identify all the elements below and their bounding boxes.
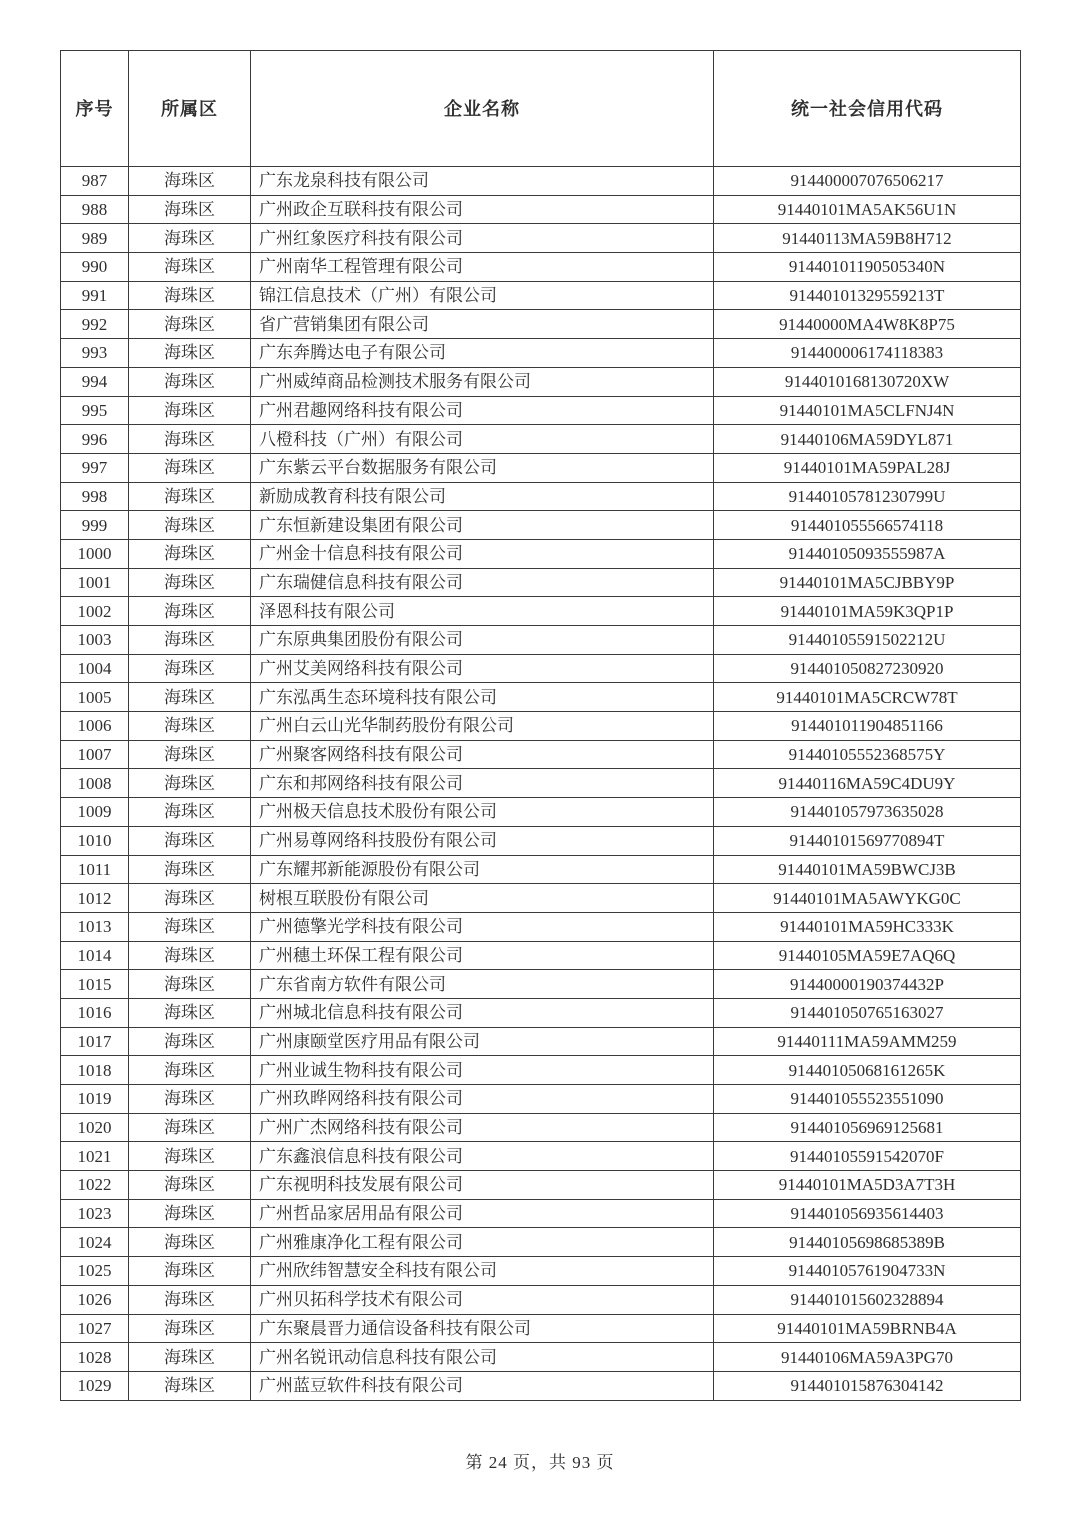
table-row [61, 195, 1021, 224]
cell-company-name: 广东瑞健信息科技有限公司 [251, 568, 714, 597]
cell-company-name: 广州城北信息科技有限公司 [251, 998, 714, 1027]
cell-district: 海珠区 [129, 482, 251, 511]
cell-serial-number: 1003 [61, 626, 129, 655]
cell-company-name: 广州极天信息技术股份有限公司 [251, 798, 714, 827]
cell-serial-number: 1026 [61, 1285, 129, 1314]
cell-district: 海珠区 [129, 195, 251, 224]
table-row [61, 253, 1021, 282]
cell-credit-code: 914401050765163027 [714, 998, 1021, 1027]
cell-serial-number: 1000 [61, 539, 129, 568]
cell-serial-number: 1022 [61, 1171, 129, 1200]
table-row [61, 740, 1021, 769]
cell-serial-number: 1008 [61, 769, 129, 798]
cell-district: 海珠区 [129, 425, 251, 454]
cell-company-name: 广州穗土环保工程有限公司 [251, 941, 714, 970]
cell-credit-code: 91440106MA59DYL871 [714, 425, 1021, 454]
cell-company-name: 广东泓禹生态环境科技有限公司 [251, 683, 714, 712]
cell-district: 海珠区 [129, 167, 251, 196]
cell-credit-code: 91440105591502212U [714, 626, 1021, 655]
cell-district: 海珠区 [129, 310, 251, 339]
cell-serial-number: 1025 [61, 1257, 129, 1286]
cell-serial-number: 1028 [61, 1343, 129, 1372]
cell-serial-number: 987 [61, 167, 129, 196]
cell-serial-number: 994 [61, 367, 129, 396]
cell-district: 海珠区 [129, 712, 251, 741]
header-district: 所属区 [129, 51, 251, 167]
cell-district: 海珠区 [129, 339, 251, 368]
cell-serial-number: 1023 [61, 1199, 129, 1228]
cell-credit-code: 91440101MA5D3A7T3H [714, 1171, 1021, 1200]
cell-company-name: 广东省南方软件有限公司 [251, 970, 714, 999]
cell-credit-code: 91440105MA59E7AQ6Q [714, 941, 1021, 970]
cell-company-name: 泽恩科技有限公司 [251, 597, 714, 626]
cell-credit-code: 91440101MA59HC333K [714, 912, 1021, 941]
cell-credit-code: 91440000190374432P [714, 970, 1021, 999]
cell-credit-code: 91440101MA5CLFNJ4N [714, 396, 1021, 425]
cell-district: 海珠区 [129, 597, 251, 626]
table-row [61, 798, 1021, 827]
cell-district: 海珠区 [129, 367, 251, 396]
cell-district: 海珠区 [129, 970, 251, 999]
cell-company-name: 广东聚晨晋力通信设备科技有限公司 [251, 1314, 714, 1343]
cell-district: 海珠区 [129, 1228, 251, 1257]
cell-credit-code: 91440101MA59BWCJ3B [714, 855, 1021, 884]
table-row [61, 626, 1021, 655]
cell-credit-code: 91440101190505340N [714, 253, 1021, 282]
page-footer: 第 24 页，共 93 页 [465, 1453, 615, 1472]
header-serial-number: 序号 [61, 51, 129, 167]
cell-company-name: 广东视明科技发展有限公司 [251, 1171, 714, 1200]
table-row [61, 1171, 1021, 1200]
cell-serial-number: 993 [61, 339, 129, 368]
cell-district: 海珠区 [129, 1171, 251, 1200]
cell-serial-number: 1011 [61, 855, 129, 884]
cell-credit-code: 914400007076506217 [714, 167, 1021, 196]
cell-serial-number: 1020 [61, 1113, 129, 1142]
table-row [61, 1285, 1021, 1314]
cell-district: 海珠区 [129, 1027, 251, 1056]
cell-serial-number: 1024 [61, 1228, 129, 1257]
cell-company-name: 广州聚客网络科技有限公司 [251, 740, 714, 769]
cell-serial-number: 1016 [61, 998, 129, 1027]
cell-credit-code: 914401015876304142 [714, 1371, 1021, 1400]
cell-company-name: 广州金十信息科技有限公司 [251, 539, 714, 568]
table-row [61, 367, 1021, 396]
cell-company-name: 广州红象医疗科技有限公司 [251, 224, 714, 253]
cell-serial-number: 997 [61, 453, 129, 482]
table-row [61, 224, 1021, 253]
cell-credit-code: 91440101569770894T [714, 826, 1021, 855]
cell-district: 海珠区 [129, 568, 251, 597]
table-row [61, 339, 1021, 368]
cell-district: 海珠区 [129, 998, 251, 1027]
cell-company-name: 广东恒新建设集团有限公司 [251, 511, 714, 540]
cell-district: 海珠区 [129, 396, 251, 425]
cell-credit-code: 914401011904851166 [714, 712, 1021, 741]
cell-credit-code: 914401055523551090 [714, 1085, 1021, 1114]
table-row [61, 712, 1021, 741]
cell-district: 海珠区 [129, 626, 251, 655]
table-row [61, 511, 1021, 540]
cell-serial-number: 996 [61, 425, 129, 454]
cell-serial-number: 989 [61, 224, 129, 253]
table-row [61, 1085, 1021, 1114]
cell-company-name: 广州业诚生物科技有限公司 [251, 1056, 714, 1085]
cell-company-name: 广州贝拓科学技术有限公司 [251, 1285, 714, 1314]
cell-district: 海珠区 [129, 1371, 251, 1400]
cell-serial-number: 1004 [61, 654, 129, 683]
table-row [61, 970, 1021, 999]
table-row [61, 568, 1021, 597]
cell-credit-code: 914401056969125681 [714, 1113, 1021, 1142]
cell-credit-code: 91440106MA59A3PG70 [714, 1343, 1021, 1372]
cell-district: 海珠区 [129, 453, 251, 482]
table-row [61, 884, 1021, 913]
cell-company-name: 广州康颐堂医疗用品有限公司 [251, 1027, 714, 1056]
header-credit-code: 统一社会信用代码 [714, 51, 1021, 167]
cell-company-name: 广州白云山光华制药股份有限公司 [251, 712, 714, 741]
cell-company-name: 广州德擎光学科技有限公司 [251, 912, 714, 941]
cell-company-name: 广州哲品家居用品有限公司 [251, 1199, 714, 1228]
table-row [61, 281, 1021, 310]
table-row [61, 826, 1021, 855]
cell-district: 海珠区 [129, 1113, 251, 1142]
table-row [61, 941, 1021, 970]
cell-credit-code: 91440113MA59B8H712 [714, 224, 1021, 253]
cell-serial-number: 1010 [61, 826, 129, 855]
cell-credit-code: 91440101MA59K3QP1P [714, 597, 1021, 626]
table-row [61, 912, 1021, 941]
cell-company-name: 广州君趣网络科技有限公司 [251, 396, 714, 425]
cell-credit-code: 91440105781230799U [714, 482, 1021, 511]
cell-serial-number: 1021 [61, 1142, 129, 1171]
table-body [61, 167, 1021, 1401]
cell-credit-code: 91440105093555987A [714, 539, 1021, 568]
cell-credit-code: 914401015602328894 [714, 1285, 1021, 1314]
table-row [61, 1257, 1021, 1286]
table-row [61, 1343, 1021, 1372]
cell-serial-number: 1018 [61, 1056, 129, 1085]
cell-district: 海珠区 [129, 1085, 251, 1114]
table-row [61, 1027, 1021, 1056]
cell-company-name: 锦江信息技术（广州）有限公司 [251, 281, 714, 310]
cell-credit-code: 914401057973635028 [714, 798, 1021, 827]
cell-company-name: 树根互联股份有限公司 [251, 884, 714, 913]
cell-district: 海珠区 [129, 1285, 251, 1314]
cell-credit-code: 91440111MA59AMM259 [714, 1027, 1021, 1056]
company-table [60, 50, 1021, 1401]
header-company-name: 企业名称 [251, 51, 714, 167]
table-row [61, 310, 1021, 339]
cell-district: 海珠区 [129, 253, 251, 282]
table-row [61, 425, 1021, 454]
cell-credit-code: 914400006174118383 [714, 339, 1021, 368]
cell-credit-code: 91440116MA59C4DU9Y [714, 769, 1021, 798]
table-row [61, 769, 1021, 798]
table-row [61, 855, 1021, 884]
cell-district: 海珠区 [129, 912, 251, 941]
cell-district: 海珠区 [129, 1257, 251, 1286]
cell-district: 海珠区 [129, 1343, 251, 1372]
cell-serial-number: 1005 [61, 683, 129, 712]
cell-district: 海珠区 [129, 281, 251, 310]
cell-credit-code: 91440101MA5CJBBY9P [714, 568, 1021, 597]
cell-credit-code: 91440105068161265K [714, 1056, 1021, 1085]
table-row [61, 1056, 1021, 1085]
cell-company-name: 广东和邦网络科技有限公司 [251, 769, 714, 798]
cell-district: 海珠区 [129, 1314, 251, 1343]
table-row [61, 167, 1021, 196]
cell-credit-code: 91440101MA5CRCW78T [714, 683, 1021, 712]
cell-company-name: 广东奔腾达电子有限公司 [251, 339, 714, 368]
cell-district: 海珠区 [129, 1142, 251, 1171]
cell-company-name: 广州南华工程管理有限公司 [251, 253, 714, 282]
cell-serial-number: 995 [61, 396, 129, 425]
table-row [61, 1142, 1021, 1171]
cell-serial-number: 1027 [61, 1314, 129, 1343]
cell-serial-number: 1014 [61, 941, 129, 970]
cell-company-name: 广东耀邦新能源股份有限公司 [251, 855, 714, 884]
cell-serial-number: 998 [61, 482, 129, 511]
cell-credit-code: 91440101MA59BRNB4A [714, 1314, 1021, 1343]
cell-credit-code: 91440101MA5AWYKG0C [714, 884, 1021, 913]
cell-credit-code: 91440105552368575Y [714, 740, 1021, 769]
cell-district: 海珠区 [129, 683, 251, 712]
cell-district: 海珠区 [129, 654, 251, 683]
cell-district: 海珠区 [129, 740, 251, 769]
cell-serial-number: 992 [61, 310, 129, 339]
cell-serial-number: 1017 [61, 1027, 129, 1056]
cell-district: 海珠区 [129, 769, 251, 798]
cell-district: 海珠区 [129, 511, 251, 540]
table-row [61, 396, 1021, 425]
cell-credit-code: 914401056935614403 [714, 1199, 1021, 1228]
table-row [61, 539, 1021, 568]
cell-credit-code: 91440105698685389B [714, 1228, 1021, 1257]
cell-district: 海珠区 [129, 1056, 251, 1085]
cell-serial-number: 1015 [61, 970, 129, 999]
table-row [61, 1228, 1021, 1257]
cell-serial-number: 1001 [61, 568, 129, 597]
cell-serial-number: 1009 [61, 798, 129, 827]
cell-credit-code: 91440105591542070F [714, 1142, 1021, 1171]
cell-serial-number: 1019 [61, 1085, 129, 1114]
cell-company-name: 广州广杰网络科技有限公司 [251, 1113, 714, 1142]
cell-serial-number: 1029 [61, 1371, 129, 1400]
cell-serial-number: 1007 [61, 740, 129, 769]
cell-district: 海珠区 [129, 884, 251, 913]
cell-serial-number: 988 [61, 195, 129, 224]
cell-credit-code: 914401055566574118 [714, 511, 1021, 540]
cell-company-name: 广州欣纬智慧安全科技有限公司 [251, 1257, 714, 1286]
table-row [61, 1314, 1021, 1343]
cell-credit-code: 91440101MA59PAL28J [714, 453, 1021, 482]
cell-credit-code: 91440000MA4W8K8P75 [714, 310, 1021, 339]
table-row [61, 654, 1021, 683]
cell-credit-code: 91440101MA5AK56U1N [714, 195, 1021, 224]
table-row [61, 1371, 1021, 1400]
cell-serial-number: 991 [61, 281, 129, 310]
table-row [61, 482, 1021, 511]
cell-serial-number: 1002 [61, 597, 129, 626]
cell-company-name: 广东原典集团股份有限公司 [251, 626, 714, 655]
cell-company-name: 新励成教育科技有限公司 [251, 482, 714, 511]
cell-company-name: 广东龙泉科技有限公司 [251, 167, 714, 196]
cell-company-name: 广东紫云平台数据服务有限公司 [251, 453, 714, 482]
cell-company-name: 广东鑫浪信息科技有限公司 [251, 1142, 714, 1171]
cell-company-name: 广州玖晔网络科技有限公司 [251, 1085, 714, 1114]
cell-district: 海珠区 [129, 539, 251, 568]
cell-serial-number: 1013 [61, 912, 129, 941]
cell-credit-code: 9144010168130720XW [714, 367, 1021, 396]
table-row [61, 597, 1021, 626]
cell-company-name: 广州艾美网络科技有限公司 [251, 654, 714, 683]
cell-company-name: 广州雅康净化工程有限公司 [251, 1228, 714, 1257]
table-row [61, 1199, 1021, 1228]
cell-credit-code: 91440105761904733N [714, 1257, 1021, 1286]
cell-district: 海珠区 [129, 941, 251, 970]
cell-company-name: 广州名锐讯动信息科技有限公司 [251, 1343, 714, 1372]
table-row [61, 453, 1021, 482]
cell-company-name: 省广营销集团有限公司 [251, 310, 714, 339]
cell-company-name: 广州蓝豆软件科技有限公司 [251, 1371, 714, 1400]
cell-serial-number: 1012 [61, 884, 129, 913]
cell-district: 海珠区 [129, 224, 251, 253]
cell-credit-code: 91440101329559213T [714, 281, 1021, 310]
cell-credit-code: 914401050827230920 [714, 654, 1021, 683]
cell-company-name: 八橙科技（广州）有限公司 [251, 425, 714, 454]
table-row [61, 998, 1021, 1027]
cell-district: 海珠区 [129, 798, 251, 827]
cell-district: 海珠区 [129, 855, 251, 884]
cell-company-name: 广州政企互联科技有限公司 [251, 195, 714, 224]
cell-company-name: 广州易尊网络科技股份有限公司 [251, 826, 714, 855]
cell-district: 海珠区 [129, 826, 251, 855]
table-header-row [61, 51, 1021, 167]
cell-district: 海珠区 [129, 1199, 251, 1228]
table-row [61, 683, 1021, 712]
cell-serial-number: 990 [61, 253, 129, 282]
cell-serial-number: 1006 [61, 712, 129, 741]
table-row [61, 1113, 1021, 1142]
cell-serial-number: 999 [61, 511, 129, 540]
cell-company-name: 广州威绰商品检测技术服务有限公司 [251, 367, 714, 396]
